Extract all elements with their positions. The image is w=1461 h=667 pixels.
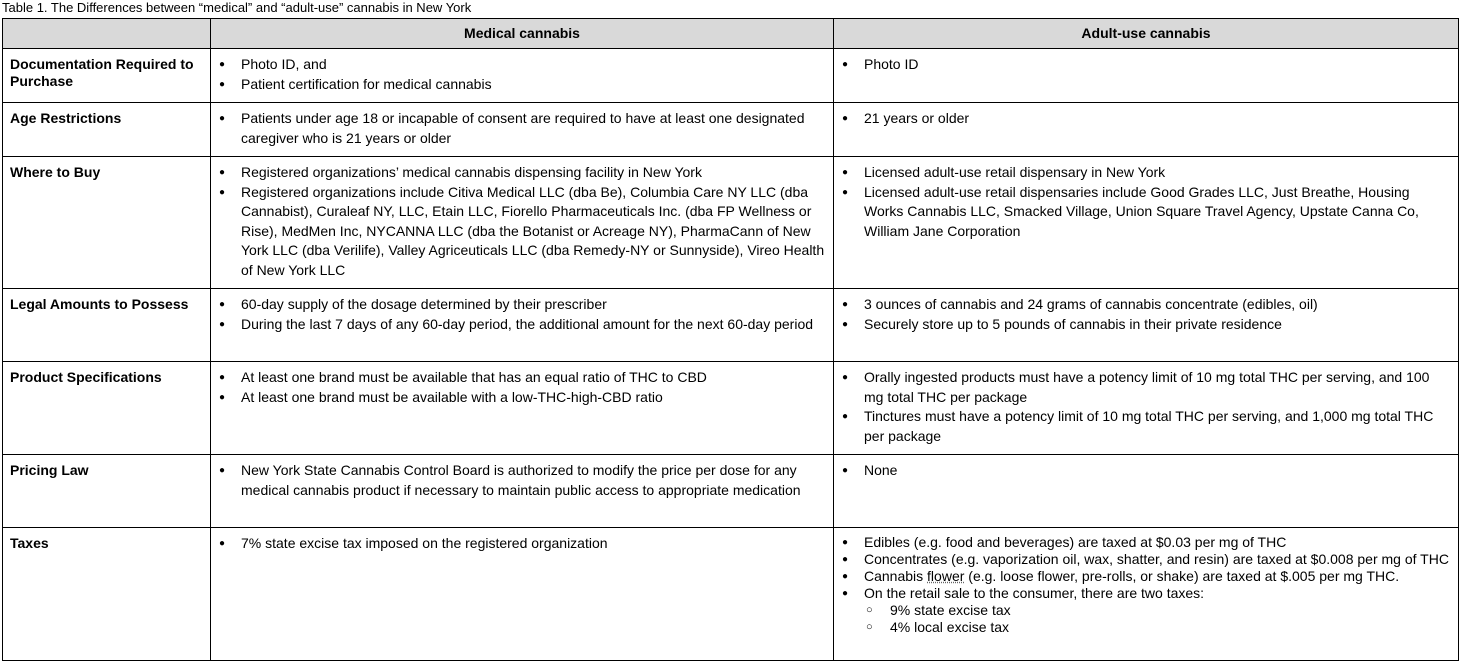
list-item: ● Tinctures must have a potency limit of 10 mg total THC per serving, and 1,000 mg total THC per package [840,407,1452,446]
column-header-adult-use: Adult-use cannabis [834,19,1459,49]
sub-list-item: ○ 9% state excise tax [864,602,1452,619]
list-item: ● Securely store up to 5 pounds of cannabis in their private residence [840,315,1452,335]
bullet-list [840,461,1452,481]
list-item: ● At least one brand must be available with a low-THC-high-CBD ratio [217,388,827,408]
sub-bullet-list [864,602,1452,636]
adult-cell-documentation [834,49,1459,103]
medical-cell-documentation [211,49,834,103]
medical-cell-age [211,103,834,157]
table-row [3,157,1459,289]
bullet-list [840,295,1452,334]
list-item: ● Photo ID [840,55,1452,75]
adult-cell-pricing [834,455,1459,528]
adult-cell-specs [834,362,1459,455]
flower-text-pre: Cannabis [864,568,928,584]
bullet-list [217,461,827,500]
adult-cell-age [834,103,1459,157]
bullet-list [217,55,827,94]
list-item: ● During the last 7 days of any 60-day period, the additional amount for the next 60-day period [217,315,827,335]
row-label-pricing: Pricing Law [3,455,211,528]
bullet-list [840,109,1452,129]
list-item: ● Patient certification for medical cannabis [217,75,827,95]
list-item: ● None [840,461,1452,481]
table-caption: Table 1. The Differences between “medical” and “adult-use” cannabis in New York [2,0,472,15]
adult-cell-taxes [834,528,1459,661]
bullet-list [840,534,1452,636]
table-row [3,49,1459,103]
table-row [3,362,1459,455]
medical-cell-possess [211,289,834,362]
bullet-list [840,55,1452,75]
list-item: ● Licensed adult-use retail dispensary in New York [840,163,1452,183]
list-item: ● Patients under age 18 or incapable of consent are required to have at least one designated caregiver who is 21 years or older [217,109,827,148]
sub-list-item: ○ 4% local excise tax [864,619,1452,636]
bullet-list [840,368,1452,446]
table-row [3,289,1459,362]
flower-text-post: (e.g. loose flower, pre-rolls, or shake) are taxed at $.005 per mg THC. [964,568,1400,584]
bullet-list [217,163,827,280]
column-header-medical: Medical cannabis [211,19,834,49]
row-label-documentation: Documentation Required to Purchase [3,49,211,103]
bullet-list [217,109,827,148]
list-item: ● New York State Cannabis Control Board is authorized to modify the price per dose for any medical cannabis product if necessary to maintain public access to appropriate medication [217,461,827,500]
row-label-age: Age Restrictions [3,103,211,157]
bullet-list [840,163,1452,241]
list-item: ● 3 ounces of cannabis and 24 grams of cannabis concentrate (edibles, oil) [840,295,1452,315]
list-item: ● Registered organizations include Citiva Medical LLC (dba Be), Columbia Care NY LLC (dba Cannabist), Curaleaf NY, LLC, Etain LLC, Fiorello Pharmaceuticals Inc. (dba FP Wellness or Rise), MedMen Inc, NYCANNA LLC (dba the Botanist or Acreage NY), PharmaCann of New York LLC (dba Verilife), Valley Agriceuticals LLC (dba Remedy-NY or Sunnyside), Vireo Health of New York LLC [217,183,827,281]
list-item [840,568,1452,585]
list-item: ● Concentrates (e.g. vaporization oil, wax, shatter, and resin) are taxed at $0.008 per mg of THC [840,551,1452,568]
list-item: ● At least one brand must be available that has an equal ratio of THC to CBD [217,368,827,388]
row-label-specs: Product Specifications [3,362,211,455]
list-item: ● Photo ID, and [217,55,827,75]
list-item [840,585,1452,636]
row-label-possess: Legal Amounts to Possess [3,289,211,362]
row-label-where: Where to Buy [3,157,211,289]
retail-tax-text: On the retail sale to the consumer, there are two taxes: [864,585,1205,601]
row-label-taxes: Taxes [3,528,211,661]
medical-cell-specs [211,362,834,455]
list-item: ● 21 years or older [840,109,1452,129]
medical-cell-where [211,157,834,289]
table-row [3,528,1459,661]
list-item: ● 7% state excise tax imposed on the registered organization [217,534,827,554]
bullet-list [217,534,827,554]
list-item: ● Edibles (e.g. food and beverages) are taxed at $0.03 per mg of THC [840,534,1452,551]
bullet-list [217,295,827,334]
list-item: ● Orally ingested products must have a potency limit of 10 mg total THC per serving, and 100 mg total THC per package [840,368,1452,407]
medical-cell-taxes [211,528,834,661]
bullet-list [217,368,827,407]
list-item: ● Licensed adult-use retail dispensaries include Good Grades LLC, Just Breathe, Housing Works Cannabis LLC, Smacked Village, Union Square Travel Agency, Upstate Canna Co, William Jane Corporation [840,183,1452,242]
header-row [3,19,1459,49]
adult-cell-where [834,157,1459,289]
comparison-table [2,18,1459,661]
table-row [3,103,1459,157]
list-item: ● 60-day supply of the dosage determined by their prescriber [217,295,827,315]
table-row [3,455,1459,528]
flower-word: flower [927,568,965,584]
adult-cell-possess [834,289,1459,362]
list-item: ● Registered organizations’ medical cannabis dispensing facility in New York [217,163,827,183]
header-corner [3,19,211,49]
medical-cell-pricing [211,455,834,528]
